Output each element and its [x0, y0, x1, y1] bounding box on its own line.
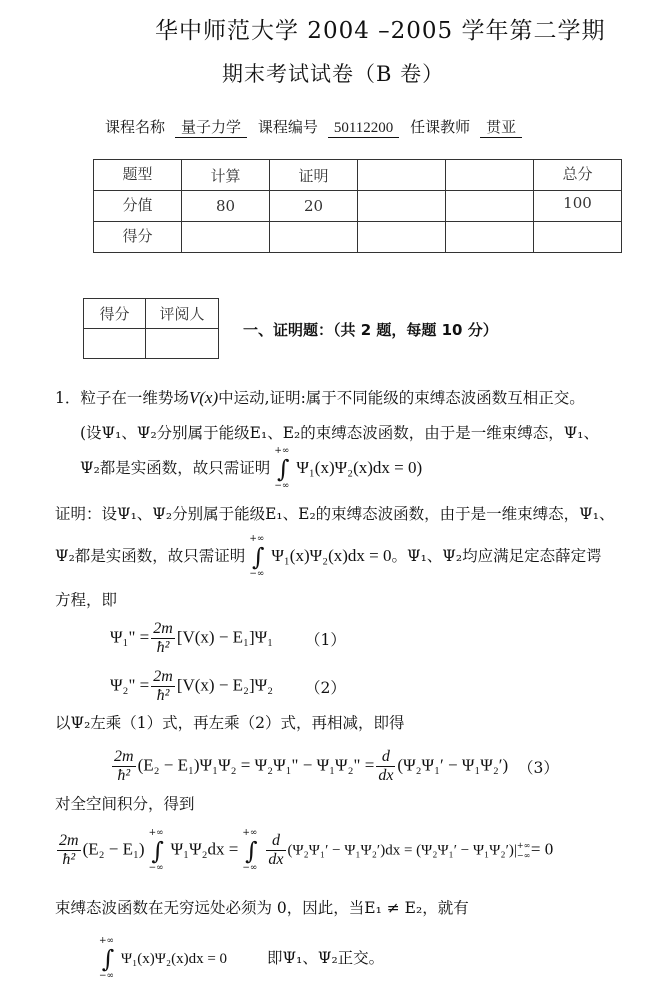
math: = 0: [530, 839, 554, 859]
equation-number: （1）: [305, 631, 346, 649]
text: 1．粒子在一维势场: [55, 389, 189, 407]
lower-limit: −∞: [249, 569, 265, 579]
integral-sign: ∫ +∞ −∞: [274, 446, 290, 491]
table-row: [84, 299, 219, 329]
table-cell: [182, 222, 270, 253]
fraction: [151, 668, 175, 705]
text: Ψ₂都是实函数，故只需证明: [55, 547, 246, 565]
upper-limit: +∞: [274, 446, 290, 456]
lower-limit: −∞: [274, 481, 290, 491]
table-cell: [84, 329, 146, 359]
numerator: d: [266, 832, 285, 851]
equation-2: [110, 668, 346, 705]
denominator: ħ²: [156, 687, 170, 704]
text: 中运动,证明:属于不同能级的束缚态波函数互相正交。: [218, 389, 585, 407]
math: [V(x) − E₂]Ψ₂: [176, 675, 274, 695]
lower-limit: −∞: [148, 862, 164, 873]
table-cell: [358, 160, 446, 191]
equation-1: [110, 620, 346, 657]
table-cell: [446, 160, 534, 191]
final-equation: [95, 936, 385, 981]
equation-number: （3）: [518, 759, 559, 777]
math: Ψ₁(x)Ψ₂(x)dx = 0): [296, 458, 423, 477]
table-row: [94, 222, 622, 253]
question-1: [55, 386, 585, 408]
course-name: 量子力学: [175, 116, 247, 138]
question-hint-2: [80, 446, 423, 491]
grader-box: [83, 298, 219, 359]
denominator: ħ²: [117, 767, 131, 784]
table-cell: 总分: [534, 160, 622, 191]
course-name-label: 课程名称: [105, 118, 166, 136]
numerator: 2m: [153, 668, 173, 685]
table-cell: 证明: [270, 160, 358, 191]
numerator: 2m: [59, 832, 79, 849]
equation-3: [110, 748, 559, 785]
math: Ψ₁(x)Ψ₂(x)dx = 0: [271, 546, 392, 565]
lower-limit: −∞: [99, 971, 115, 981]
integral-sign: ∫ +∞ −∞: [99, 936, 115, 981]
fraction: [151, 620, 175, 657]
math: (E₂ − E₁)Ψ₁Ψ₂ = Ψ₂Ψ₁" − Ψ₁Ψ₂" =: [137, 755, 375, 775]
math: Ψ₁Ψ₂dx =: [170, 839, 239, 859]
table-cell: [446, 222, 534, 253]
course-info: [105, 116, 528, 138]
limits: +∞ −∞: [516, 840, 531, 860]
exam-title: 华中师范大学 2004 –2005 学年第二学期: [155, 18, 606, 44]
teacher-label: 任课教师: [410, 118, 471, 136]
proof-line-5: 对全空间积分，得到: [55, 795, 195, 813]
denominator: dx: [268, 851, 284, 868]
table-cell: 分值: [94, 191, 182, 222]
table-cell: 20: [270, 191, 358, 222]
text: 。Ψ₁、Ψ₂均应满足定态薛定谔: [391, 547, 602, 565]
numerator: 2m: [114, 748, 134, 765]
equation-number: （2）: [305, 679, 346, 697]
upper-limit: +∞: [148, 827, 164, 838]
denominator: ħ²: [156, 639, 170, 656]
math: Ψ₁(x)Ψ₂(x)dx = 0: [121, 951, 228, 967]
table-cell: [358, 222, 446, 253]
denominator: ħ²: [62, 851, 76, 868]
table-cell: 得分: [84, 299, 146, 329]
equation-4: [55, 827, 554, 873]
teacher-name: 贯亚: [480, 116, 522, 138]
integral-sign: ∫ +∞ −∞: [249, 534, 265, 579]
table-cell: 计算: [182, 160, 270, 191]
table-cell: [270, 222, 358, 253]
table-row: [94, 191, 622, 222]
proof-line-1: 证明：设Ψ₁、Ψ₂分别属于能级E₁、E₂的束缚态波函数，由于是一维束缚态，Ψ₁、: [55, 505, 615, 523]
table-cell: 100: [534, 191, 622, 222]
section-title: 一、证明题：（共 2 题，每题 10 分）: [243, 321, 498, 339]
table-cell: 题型: [94, 160, 182, 191]
proof-line-3: 方程，即: [55, 591, 118, 609]
denominator: dx: [378, 767, 394, 784]
fraction: [266, 832, 285, 869]
fraction: [376, 748, 395, 785]
question-hint: (设Ψ₁、Ψ₂分别属于能级E₁、E₂的束缚态波函数，由于是一维束缚态，Ψ₁、: [80, 424, 600, 442]
upper-limit: +∞: [99, 936, 115, 946]
integral-sign: ∫ +∞ −∞: [242, 827, 258, 873]
math: (Ψ₂Ψ₁′ − Ψ₁Ψ₂′): [397, 755, 509, 775]
table-cell: [446, 191, 534, 222]
fraction: [57, 832, 81, 869]
course-code-label: 课程编号: [257, 118, 318, 136]
exam-subtitle: 期末考试试卷（B 卷）: [222, 62, 445, 86]
table-cell: [358, 191, 446, 222]
conclusion: 即Ψ₁、Ψ₂正交。: [267, 949, 385, 967]
math: Ψ₂" =: [110, 675, 150, 695]
table-cell: 评阅人: [146, 299, 219, 329]
fraction: [112, 748, 136, 785]
math: (Ψ₂Ψ₁′ − Ψ₁Ψ₂′)dx = (Ψ₂Ψ₁′ − Ψ₁Ψ₂′)|: [287, 842, 517, 859]
upper-limit: +∞: [249, 534, 265, 544]
table-cell: 得分: [94, 222, 182, 253]
proof-line-6: 束缚态波函数在无穷远处必须为 0，因此，当E₁ ≠ E₂，就有: [55, 899, 469, 917]
text: Ψ₂都是实函数，故只需证明: [80, 459, 271, 477]
integral-sign: ∫ +∞ −∞: [148, 827, 164, 873]
lower-limit: −∞: [242, 862, 258, 873]
table-row: [94, 160, 622, 191]
math: (E₂ − E₁): [82, 839, 145, 859]
score-table: [93, 159, 622, 253]
numerator: d: [376, 748, 395, 767]
upper-limit: +∞: [242, 827, 258, 838]
math: [V(x) − E₁]Ψ₁: [176, 627, 274, 647]
table-cell: 80: [182, 191, 270, 222]
numerator: 2m: [153, 620, 173, 637]
table-cell: [146, 329, 219, 359]
math: V(x): [188, 388, 219, 407]
math: Ψ₁" =: [110, 627, 150, 647]
course-code: 50112200: [328, 120, 399, 138]
table-cell: [534, 222, 622, 253]
proof-line-4: 以Ψ₂左乘（1）式，再左乘（2）式，再相减，即得: [55, 714, 405, 732]
table-row: [84, 329, 219, 359]
proof-line-2: [55, 534, 602, 579]
